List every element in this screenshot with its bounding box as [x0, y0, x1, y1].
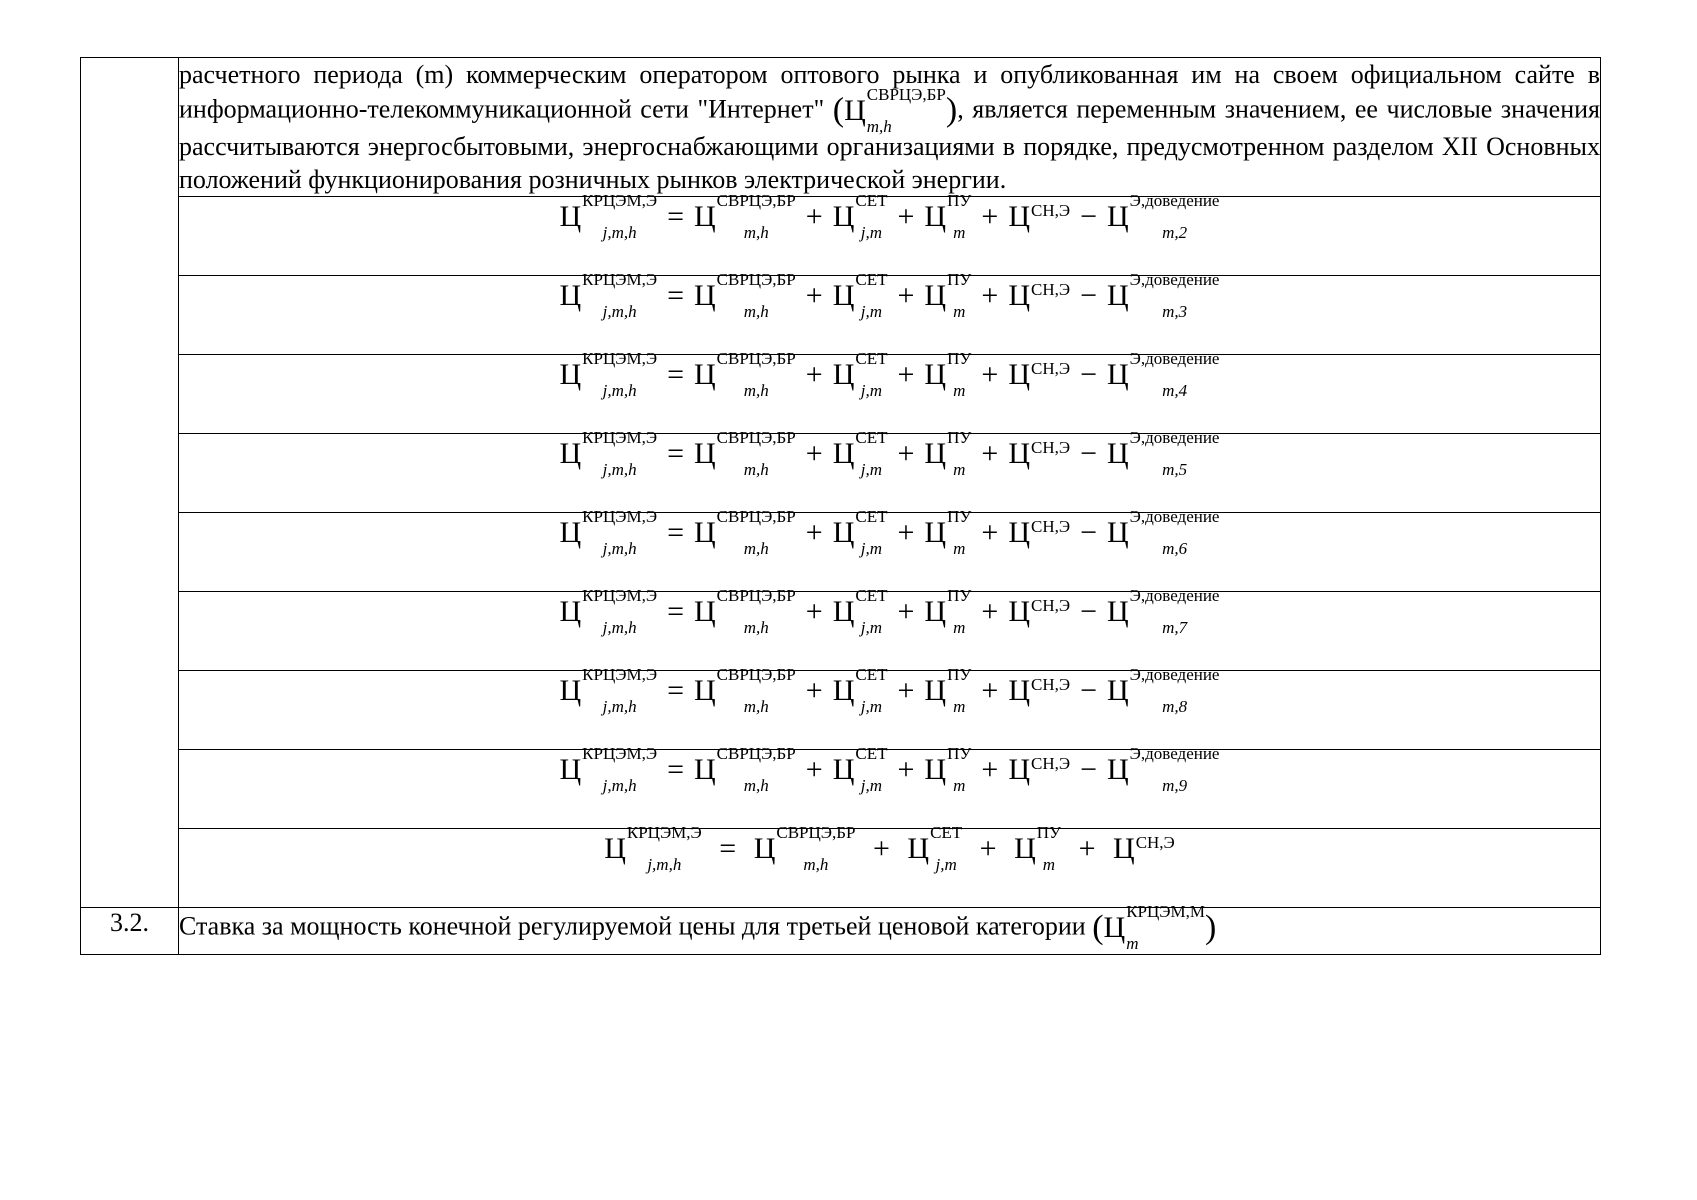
formula: Ц КРЦЭМ,Э j,m,h = Ц СВРЦЭ,БР m,h + Ц СЕТ j,m + Ц ПУ m + Ц СН,Э − Ц Э,доведение m,2: [559, 191, 1220, 242]
row-3-2-symbol: (Ц КРЦЭМ,М m ): [1092, 902, 1217, 953]
formula-row: [81, 355, 1601, 434]
formula: Ц КРЦЭМ,Э j,m,h = Ц СВРЦЭ,БР m,h + Ц СЕТ j,m + Ц ПУ m + Ц СН,Э − Ц Э,доведение m,4: [559, 349, 1220, 400]
number-cell-empty: [81, 58, 179, 908]
formula: Ц КРЦЭМ,Э j,m,h = Ц СВРЦЭ,БР m,h + Ц СЕТ j,m + Ц ПУ m + Ц СН,Э − Ц Э,доведение m,3: [559, 270, 1220, 321]
intro-text: расчетного периода (m) коммерческим оператором оптового рынка и опубликованная им на своем официальном сайте в информационно-телекоммуникационной сети "Интернет": [179, 60, 1600, 124]
formula-row: [81, 750, 1601, 829]
final-formula-row: [81, 829, 1601, 908]
formula: Ц КРЦЭМ,Э j,m,h = Ц СВРЦЭ,БР m,h + Ц СЕТ j,m + Ц ПУ m + Ц СН,Э − Ц Э,доведение m,5: [559, 428, 1220, 479]
intro-row: [81, 58, 1601, 197]
formula-cell: [179, 507, 1601, 592]
formula-cell: [179, 665, 1601, 750]
formula: Ц КРЦЭМ,Э j,m,h = Ц СВРЦЭ,БР m,h + Ц СЕТ j,m + Ц ПУ m + Ц СН,Э − Ц Э,доведение m,6: [559, 507, 1220, 558]
formula-cell: [179, 428, 1601, 513]
formula: Ц КРЦЭМ,Э j,m,h = Ц СВРЦЭ,БР m,h + Ц СЕТ j,m + Ц ПУ m + Ц СН,Э − Ц Э,доведение m,9: [559, 744, 1220, 795]
formula-cell: [179, 349, 1601, 434]
formula: Ц КРЦЭМ,Э j,m,h = Ц СВРЦЭ,БР m,h + Ц СЕТ j,m + Ц ПУ m + Ц СН,Э − Ц Э,доведение m,7: [559, 586, 1220, 637]
row-3-2: [81, 908, 1601, 955]
formula-final: Ц КРЦЭМ,Э j,m,h = Ц СВРЦЭ,БР m,h + Ц СЕТ j,m + Ц ПУ m + Ц СН,Э: [604, 823, 1175, 874]
row-3-2-text: Ставка за мощность конечной регулируемой цены для третьей ценовой категории: [179, 911, 1086, 941]
formula-cell: [179, 270, 1601, 355]
intro-formula-symbol: (Ц СВРЦЭ,БР m,h ): [832, 85, 958, 136]
formula-row: [81, 434, 1601, 513]
row-3-2-text-cell: [179, 902, 1601, 955]
formula-cell: [179, 586, 1601, 671]
tariff-table: [80, 57, 1601, 955]
formula-row: [81, 276, 1601, 355]
formula-cell: [179, 191, 1601, 276]
row-number: 3.2.: [81, 908, 179, 955]
formula: Ц КРЦЭМ,Э j,m,h = Ц СВРЦЭ,БР m,h + Ц СЕТ j,m + Ц ПУ m + Ц СН,Э − Ц Э,доведение m,8: [559, 665, 1220, 716]
intro-paragraph: [179, 58, 1601, 197]
formula-row: [81, 592, 1601, 671]
formula-row: [81, 197, 1601, 276]
formula-row: [81, 513, 1601, 592]
formula-cell-final: [179, 823, 1601, 908]
intro-text-continued: , является переменным значением, ее числовые значения рассчитываются энергосбытовыми, энергоснабжающими организациями в порядке, предусмотренном разделом XII Основных положений функционирования розничных рынков электрической энергии.: [179, 94, 1600, 195]
formula-row: [81, 671, 1601, 750]
formula-cell: [179, 744, 1601, 829]
